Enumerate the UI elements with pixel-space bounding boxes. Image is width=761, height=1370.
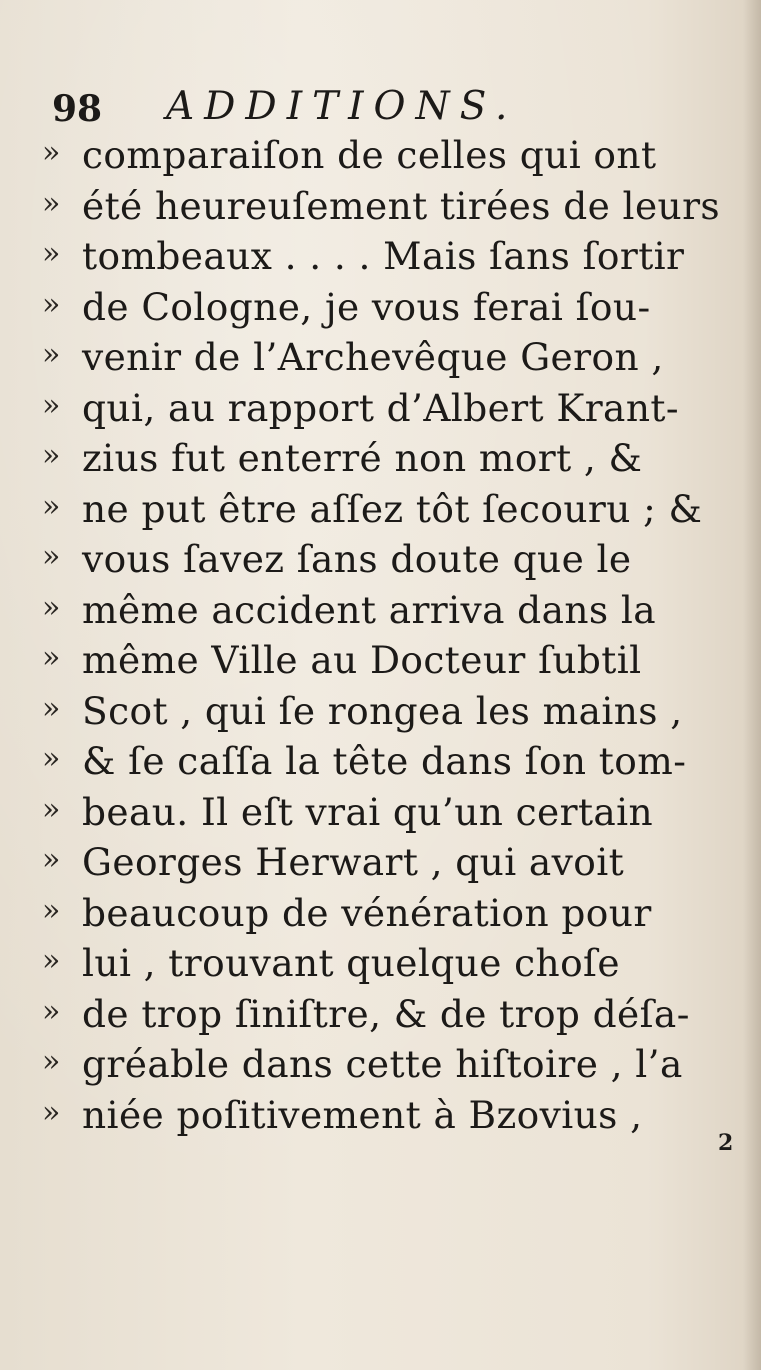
quote-mark: » [42, 236, 61, 271]
line-text: lui , trouvant quelque choſe [82, 941, 620, 985]
text-line [42, 736, 754, 787]
quote-mark: » [42, 337, 61, 372]
quote-mark: » [42, 438, 61, 473]
line-text: beaucoup de vénération pour [82, 890, 652, 935]
line-text: Scot , qui ſe rongea les mains , [82, 688, 683, 733]
quote-mark: » [42, 589, 61, 625]
quote-mark: » [42, 1044, 61, 1079]
text-line [42, 534, 754, 585]
line-text: vous ſavez ſans doute que le [82, 537, 632, 581]
quote-mark: » [42, 690, 61, 726]
line-text: niée poſitivement à Bzovius , [82, 1092, 643, 1137]
line-text: qui, au rapport d’Albert Krant- [82, 385, 679, 430]
line-text: gréable dans cette hiſtoire , l’a [82, 1042, 683, 1086]
quote-mark: » [42, 640, 61, 675]
text-line [42, 130, 754, 181]
quote-mark: » [42, 488, 61, 524]
text-line [42, 989, 754, 1040]
line-text: & ſe caſſa la tête dans ſon tom- [82, 739, 687, 783]
line-text: venir de l’Archevêque Geron , [82, 335, 664, 379]
quote-mark: » [42, 892, 61, 928]
line-text: comparaiſon de celles qui ont [82, 133, 657, 177]
text-line [42, 787, 754, 838]
text-line [42, 282, 754, 333]
text-line [42, 635, 754, 686]
quote-mark: » [42, 539, 61, 574]
text-line [42, 484, 754, 535]
text-line [42, 888, 754, 939]
page-number: 98 [52, 88, 103, 130]
quote-mark: » [42, 286, 61, 322]
quote-mark: » [42, 842, 61, 877]
text-line [42, 837, 754, 888]
quote-mark: » [42, 135, 61, 170]
line-text: de Cologne, je vous ferai ſou- [82, 284, 651, 329]
quote-mark: » [42, 993, 61, 1029]
signature-mark: 2 [718, 1130, 734, 1156]
line-text: beau. Il eſt vrai qu’un certain [82, 789, 654, 834]
line-text: ne put être aſſez tôt ſecouru ; & [82, 486, 703, 531]
quote-mark: » [42, 387, 61, 423]
text-line [42, 1039, 754, 1090]
text-line [42, 231, 754, 282]
line-text: zius fut enterré non mort , & [82, 436, 643, 480]
text-line [42, 585, 754, 636]
text-line [42, 433, 754, 484]
quote-mark: » [42, 185, 61, 221]
text-block [42, 130, 754, 1140]
line-text: même Ville au Docteur ſubtil [82, 638, 642, 682]
line-text: même accident arriva dans la [82, 587, 657, 632]
line-text: de trop ſiniſtre, & de trop déſa- [82, 991, 690, 1036]
quote-mark: » [42, 791, 61, 827]
line-text: tombeaux . . . . Mais ſans ſortir [82, 234, 685, 278]
text-line [42, 686, 754, 737]
text-line [42, 181, 754, 232]
text-line [42, 332, 754, 383]
line-text: Georges Herwart , qui avoit [82, 840, 625, 884]
text-line [42, 383, 754, 434]
line-text: été heureuſement tirées de leurs [82, 183, 721, 228]
quote-mark: » [42, 741, 61, 776]
quote-mark: » [42, 943, 61, 978]
text-line [42, 1090, 754, 1141]
running-header: ADDITIONS. [166, 84, 518, 129]
text-line [42, 938, 754, 989]
quote-mark: » [42, 1094, 61, 1130]
